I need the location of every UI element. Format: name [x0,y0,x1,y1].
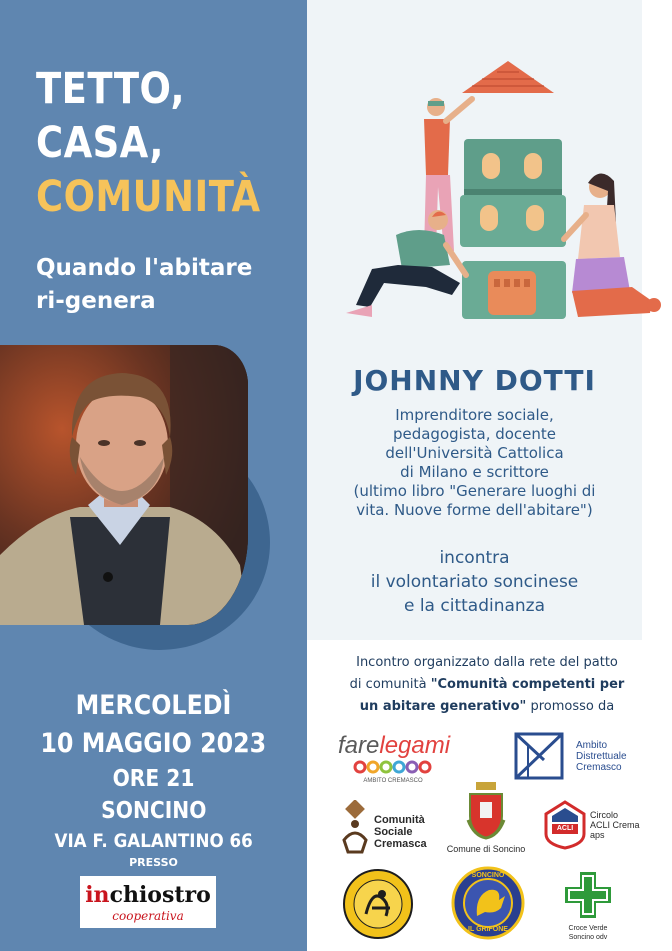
meet-line: il volontariato soncinese [370,572,579,592]
event-time: ORE 21 [112,766,195,792]
protezione-civile-logo [451,866,525,940]
municipal-crest-icon [466,780,506,840]
comune-soncino-logo [446,780,526,856]
organizer-line-1: Incontro organizzato dalla rete del patto [356,655,618,670]
croce-verde-line-2: Soncino odv [568,934,608,941]
comunita-line-1: Comunità [374,814,425,826]
organizer-line-3-bold: un abitare generativo" [359,699,527,714]
inchiostro-logo [80,876,216,928]
title-line-1: TETTO, [36,64,186,114]
acli-badge-text: ACLI [556,825,574,832]
speaker-photo [0,345,248,625]
meet-line: incontra [439,548,510,568]
organizer-text [312,652,662,718]
acli-crema-logo [544,800,664,852]
event-subtitle [36,252,252,318]
event-date: 10 MAGGIO 2023 [40,728,267,759]
event-details [0,687,307,871]
inchiostro-tagline: cooperativa [112,909,184,923]
comunita-line-2: Sociale [374,826,413,838]
meeting-text [307,546,642,618]
ambito-line-2: Distrettuale [576,751,627,762]
speaker-photo-area [0,345,262,650]
farelegami-logo [338,733,468,785]
acli-line-3: aps [590,830,605,840]
event-address: VIA F. GALANTINO 66 [54,830,253,852]
protezione-top-label: SONCINO [471,872,505,879]
event-title [36,62,261,224]
green-cross-icon [563,870,613,920]
organizer-line-3-suffix: promosso da [526,699,615,714]
bio-line: pedagogista, docente [392,425,557,443]
ambito-square-icon [514,732,564,780]
speaker-bio [307,406,642,520]
title-line-2: CASA, [36,118,164,168]
organizer-line-2-bold: "Comunità competenti per [430,677,625,692]
organizer-line-2-prefix: di comunità [349,677,431,692]
title-line-3: COMUNITÀ [36,172,261,222]
gruppo-quartiere-logo [342,868,414,940]
community-building-illustration [332,55,668,325]
inchiostro-name-part1: in [85,882,110,908]
bio-line: dell'Università Cattolica [385,444,564,462]
bio-line: (ultimo libro "Generare luoghi di [353,482,596,500]
comunita-line-3: Cremasca [374,838,427,850]
bio-line: di Milano e scrittore [400,463,549,481]
comunita-sociale-cremasca-logo [340,800,440,856]
croce-verde-logo [556,870,620,948]
event-day: MERCOLEDÌ [75,690,232,721]
croce-verde-line-1: Croce Verde [568,925,608,932]
subtitle-line-2: ri-genera [36,288,156,314]
community-figures-icon [340,800,370,856]
event-city: SONCINO [100,798,207,824]
event-presso: PRESSO [129,856,178,869]
meet-line: e la cittadinanza [403,596,546,616]
speaker-name: JOHNNY DOTTI [353,364,596,397]
bio-line: vita. Nuove forme dell'abitare") [356,501,593,519]
comune-label: Comune di Soncino [446,844,526,854]
farelegami-subtitle: AMBITO CREMASCO [363,778,423,784]
ambito-distrettuale-logo [514,732,664,782]
protezione-bottom-label: IL GRIFONE [468,926,508,933]
bio-line: Imprenditore sociale, [395,406,554,424]
acli-line-1: Circolo [590,810,619,820]
acli-line-2: ACLI Crema [590,820,640,830]
farelegami-word-2: legami [379,732,451,759]
quartiere-emblem-icon [342,868,414,940]
inchiostro-name-part2: chiostro [109,882,211,908]
subtitle-line-1: Quando l'abitare [36,255,253,281]
chain-links-icon [338,760,448,774]
ambito-line-1: Ambito [576,740,608,751]
ambito-line-3: Cremasco [576,762,622,773]
farelegami-word-1: fare [338,732,380,759]
